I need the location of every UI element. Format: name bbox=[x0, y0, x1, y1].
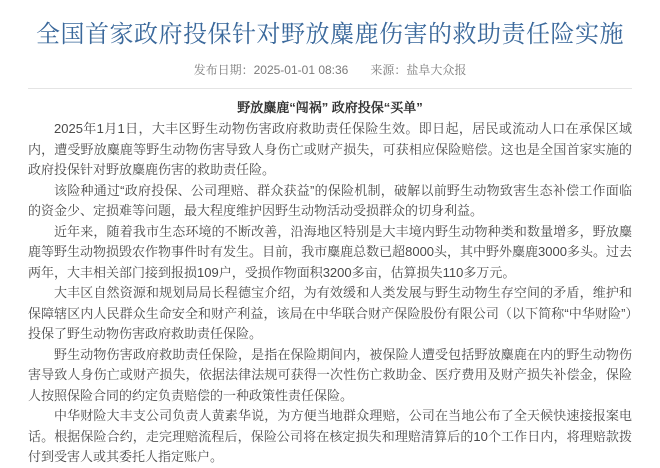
source-value: 盐阜大众报 bbox=[406, 63, 467, 77]
article-subtitle: 野放麋鹿“闯祸” 政府投保“买单” bbox=[237, 100, 423, 115]
article-paragraph: 大丰区自然资源和规划局局长程德宝介绍，为有效缓和人类发展与野生动物生存空间的矛盾，维护和保障辖区内人民群众生命安全和财产利益，该局在中华联合财产保险股份有限公司（以下简称“中华财险”）投保了野生动物伤害政府救助责任保险。 bbox=[28, 285, 632, 341]
source-label: 来源： bbox=[370, 63, 407, 77]
article-paragraph: 该险种通过“政府投保、公司理赔、群众获益”的保险机制，破解以前野生动物致害生态补偿工作面临的资金少、定损难等问题，最大程度维护因野生动物活动受损群众的切身利益。 bbox=[28, 182, 632, 218]
article-body bbox=[28, 97, 632, 468]
article-paragraph: 野生动物伤害政府救助责任保险，是指在保险期间内，被保险人遭受包括野放麋鹿在内的野生动物伤害导致人身伤亡或财产损失，依据法律法规可获得一次性伤亡救助金、医疗费用及财产损失补偿金，保险人按照保险合同的约定负责赔偿的一种政策性责任保险。 bbox=[28, 346, 632, 403]
publish-date bbox=[194, 63, 349, 77]
article-meta bbox=[28, 63, 632, 77]
article-paragraph: 中华财险大丰支公司负责人黄素华说，为方便当地群众理赔，公司在当地公布了全天候快速接报案电话。根据保险合约，走完理赔流程后，保险公司将在核定损失和理赔清算后的10个工作日内，将理赔款拨付到受害人或其委托人指定账户。 bbox=[28, 408, 632, 464]
source bbox=[370, 63, 466, 77]
divider bbox=[28, 88, 632, 89]
publish-date-value: 2025-01-01 08:36 bbox=[253, 63, 349, 77]
page-title: 全国首家政府投保针对野放麋鹿伤害的救助责任险实施 bbox=[36, 21, 624, 48]
article-paragraph: 2025年1月1日，大丰区野生动物伤害政府救助责任保险生效。即日起，居民或流动人口在承保区域内，遭受野放麋鹿等野生动物伤害导致人身伤亡或财产损失，可获相应保险赔偿。这也是全国首家实施的政府投保针对野放麋鹿伤害的救助责任险。 bbox=[28, 121, 632, 177]
article-paragraph: 近年来，随着我市生态环境的不断改善，沿海地区特别是大丰境内野生动物种类和数量增多，野放麋鹿等野生动物损毁农作物事件时有发生。目前，我市麋鹿总数已超8000头，其中野外麋鹿3000多头。过去两年，大丰相关部门接到报损109户，受损作物面积3200多亩，估算损失110多万元。 bbox=[28, 223, 632, 280]
publish-date-label: 发布日期： bbox=[193, 63, 254, 77]
